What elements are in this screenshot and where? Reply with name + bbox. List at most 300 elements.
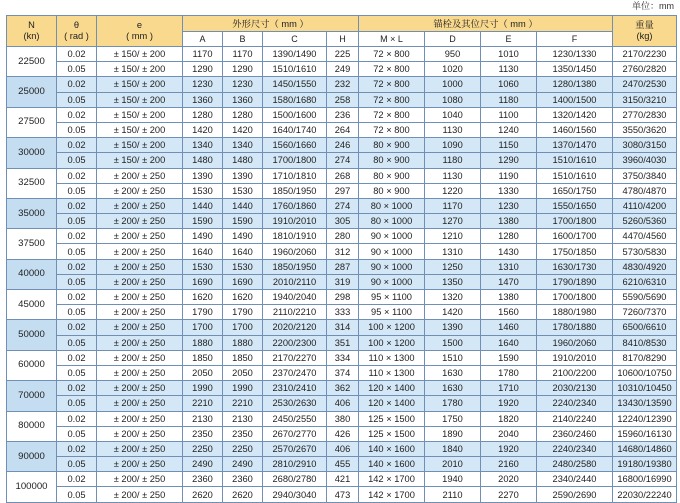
cell-d: 1420 [425, 305, 481, 320]
cell-c: 1960/2060 [263, 244, 327, 259]
cell-d: 1350 [425, 274, 481, 289]
cell-a: 1590 [183, 214, 223, 229]
cell-c: 2940/3040 [263, 487, 327, 502]
cell-d: 1090 [425, 138, 481, 153]
cell-b: 1480 [223, 153, 263, 168]
cell-e2: 1460 [481, 320, 537, 335]
cell-c: 1390/1490 [263, 47, 327, 62]
cell-h: 406 [327, 396, 359, 411]
table-row [7, 153, 677, 168]
cell-w: 3550/3620 [613, 122, 677, 137]
cell-mxl: 90 × 1000 [359, 259, 425, 274]
cell-c: 1580/1680 [263, 92, 327, 107]
cell-theta: 0.02 [57, 411, 97, 426]
cell-a: 1990 [183, 381, 223, 396]
cell-theta: 0.02 [57, 259, 97, 274]
cell-e: ± 200/ ± 250 [97, 472, 183, 487]
cell-a: 1230 [183, 77, 223, 92]
cell-e2: 1230 [481, 198, 537, 213]
cell-d: 1940 [425, 472, 481, 487]
cell-a: 2130 [183, 411, 223, 426]
cell-b: 1620 [223, 290, 263, 305]
cell-c: 1850/1950 [263, 259, 327, 274]
cell-mxl: 125 × 1500 [359, 411, 425, 426]
cell-c: 2680/2780 [263, 472, 327, 487]
cell-n: 100000 [7, 472, 57, 502]
cell-n: 27500 [7, 107, 57, 137]
cell-theta: 0.05 [57, 426, 97, 441]
cell-a: 1440 [183, 198, 223, 213]
cell-b: 2130 [223, 411, 263, 426]
cell-f: 1460/1560 [537, 122, 613, 137]
cell-mxl: 72 × 800 [359, 47, 425, 62]
cell-d: 1130 [425, 122, 481, 137]
table-row [7, 183, 677, 198]
table-row [7, 244, 677, 259]
cell-mxl: 80 × 900 [359, 138, 425, 153]
cell-c: 1850/1950 [263, 183, 327, 198]
cell-d: 1000 [425, 77, 481, 92]
cell-b: 1340 [223, 138, 263, 153]
cell-e2: 2160 [481, 457, 537, 472]
cell-w: 8170/8290 [613, 350, 677, 365]
cell-c: 1710/1810 [263, 168, 327, 183]
cell-f: 1630/1730 [537, 259, 613, 274]
cell-a: 1790 [183, 305, 223, 320]
cell-w: 4470/4560 [613, 229, 677, 244]
cell-d: 1750 [425, 411, 481, 426]
cell-n: 80000 [7, 411, 57, 441]
table-row [7, 396, 677, 411]
cell-b: 1700 [223, 320, 263, 335]
cell-a: 1420 [183, 122, 223, 137]
cell-h: 314 [327, 320, 359, 335]
cell-mxl: 72 × 800 [359, 77, 425, 92]
cell-b: 1290 [223, 62, 263, 77]
cell-e2: 1430 [481, 244, 537, 259]
cell-a: 1690 [183, 274, 223, 289]
cell-e2: 1180 [481, 92, 537, 107]
header-b: B [223, 32, 263, 47]
cell-a: 1530 [183, 183, 223, 198]
cell-mxl: 72 × 800 [359, 62, 425, 77]
cell-a: 2250 [183, 441, 223, 456]
cell-b: 1990 [223, 381, 263, 396]
cell-e: ± 200/ ± 250 [97, 305, 183, 320]
cell-theta: 0.02 [57, 168, 97, 183]
cell-h: 362 [327, 381, 359, 396]
cell-mxl: 80 × 900 [359, 183, 425, 198]
spec-table [6, 15, 677, 503]
cell-c: 2170/2270 [263, 350, 327, 365]
cell-h: 258 [327, 92, 359, 107]
cell-e: ± 200/ ± 250 [97, 487, 183, 502]
cell-theta: 0.02 [57, 107, 97, 122]
cell-a: 1280 [183, 107, 223, 122]
cell-w: 10310/10450 [613, 381, 677, 396]
table-row [7, 214, 677, 229]
cell-e: ± 200/ ± 250 [97, 244, 183, 259]
table-row [7, 426, 677, 441]
cell-w: 3150/3210 [613, 92, 677, 107]
cell-n: 22500 [7, 47, 57, 77]
cell-e2: 1640 [481, 335, 537, 350]
cell-e: ± 200/ ± 250 [97, 198, 183, 213]
cell-d: 1220 [425, 183, 481, 198]
cell-n: 25000 [7, 77, 57, 107]
cell-w: 6500/6610 [613, 320, 677, 335]
cell-f: 2240/2340 [537, 396, 613, 411]
cell-f: 1600/1700 [537, 229, 613, 244]
cell-mxl: 90 × 1000 [359, 244, 425, 259]
cell-e2: 1590 [481, 350, 537, 365]
cell-w: 10600/10750 [613, 365, 677, 380]
cell-d: 1170 [425, 198, 481, 213]
cell-theta: 0.02 [57, 229, 97, 244]
cell-w: 22030/22240 [613, 487, 677, 502]
table-row [7, 441, 677, 456]
cell-c: 2450/2550 [263, 411, 327, 426]
header-h: H [327, 32, 359, 47]
table-row [7, 47, 677, 62]
cell-mxl: 110 × 1300 [359, 350, 425, 365]
cell-e: ± 200/ ± 250 [97, 350, 183, 365]
cell-e: ± 200/ ± 250 [97, 441, 183, 456]
cell-e: ± 200/ ± 250 [97, 335, 183, 350]
cell-a: 1360 [183, 92, 223, 107]
cell-f: 2340/2440 [537, 472, 613, 487]
cell-b: 1420 [223, 122, 263, 137]
cell-b: 1170 [223, 47, 263, 62]
cell-e: ± 200/ ± 250 [97, 259, 183, 274]
cell-e2: 2040 [481, 426, 537, 441]
cell-h: 334 [327, 350, 359, 365]
header-a: A [183, 32, 223, 47]
cell-theta: 0.02 [57, 320, 97, 335]
cell-mxl: 100 × 1200 [359, 320, 425, 335]
table-row [7, 381, 677, 396]
cell-e2: 1470 [481, 274, 537, 289]
table-row [7, 457, 677, 472]
cell-e: ± 200/ ± 250 [97, 214, 183, 229]
cell-b: 1640 [223, 244, 263, 259]
cell-e: ± 200/ ± 250 [97, 320, 183, 335]
header-weight-label: 重量 [635, 20, 654, 30]
cell-a: 1390 [183, 168, 223, 183]
table-row [7, 350, 677, 365]
cell-d: 1040 [425, 107, 481, 122]
cell-e2: 1190 [481, 168, 537, 183]
cell-d: 1840 [425, 441, 481, 456]
cell-theta: 0.05 [57, 92, 97, 107]
cell-e: ± 150/ ± 200 [97, 153, 183, 168]
cell-mxl: 90 × 1000 [359, 274, 425, 289]
cell-e2: 1560 [481, 305, 537, 320]
cell-theta: 0.02 [57, 441, 97, 456]
cell-f: 2030/2130 [537, 381, 613, 396]
cell-c: 2530/2630 [263, 396, 327, 411]
table-row [7, 320, 677, 335]
cell-w: 2760/2820 [613, 62, 677, 77]
cell-e2: 1310 [481, 259, 537, 274]
cell-mxl: 100 × 1200 [359, 335, 425, 350]
cell-mxl: 72 × 800 [359, 92, 425, 107]
cell-e2: 1920 [481, 441, 537, 456]
table-row [7, 290, 677, 305]
cell-theta: 0.02 [57, 381, 97, 396]
header-theta-symbol: θ [73, 20, 80, 30]
cell-a: 2360 [183, 472, 223, 487]
cell-w: 6210/6310 [613, 274, 677, 289]
cell-mxl: 125 × 1500 [359, 426, 425, 441]
cell-h: 380 [327, 411, 359, 426]
cell-d: 1390 [425, 320, 481, 335]
cell-h: 312 [327, 244, 359, 259]
header-e2: E [481, 32, 537, 47]
header-e-symbol: e [136, 20, 143, 30]
cell-theta: 0.05 [57, 305, 97, 320]
cell-b: 1440 [223, 198, 263, 213]
cell-h: 374 [327, 365, 359, 380]
cell-b: 2250 [223, 441, 263, 456]
cell-theta: 0.02 [57, 138, 97, 153]
cell-w: 7260/7370 [613, 305, 677, 320]
table-row [7, 107, 677, 122]
header-weight [613, 16, 677, 47]
cell-c: 1810/1910 [263, 229, 327, 244]
cell-theta: 0.05 [57, 214, 97, 229]
cell-mxl: 142 × 1700 [359, 487, 425, 502]
cell-c: 1700/1800 [263, 153, 327, 168]
table-row [7, 198, 677, 213]
cell-c: 1940/2040 [263, 290, 327, 305]
cell-b: 1690 [223, 274, 263, 289]
cell-e: ± 200/ ± 250 [97, 457, 183, 472]
cell-h: 297 [327, 183, 359, 198]
cell-e2: 1290 [481, 153, 537, 168]
cell-f: 2590/2690 [537, 487, 613, 502]
cell-c: 1500/1600 [263, 107, 327, 122]
cell-f: 1780/1880 [537, 320, 613, 335]
cell-c: 1760/1860 [263, 198, 327, 213]
table-row [7, 472, 677, 487]
cell-h: 305 [327, 214, 359, 229]
cell-d: 1020 [425, 62, 481, 77]
cell-theta: 0.05 [57, 122, 97, 137]
cell-e: ± 200/ ± 250 [97, 229, 183, 244]
table-row [7, 487, 677, 502]
cell-d: 2010 [425, 457, 481, 472]
cell-f: 2480/2580 [537, 457, 613, 472]
cell-mxl: 95 × 1100 [359, 290, 425, 305]
cell-a: 1880 [183, 335, 223, 350]
cell-a: 1640 [183, 244, 223, 259]
cell-e: ± 200/ ± 250 [97, 426, 183, 441]
cell-b: 2360 [223, 472, 263, 487]
cell-w: 16800/16990 [613, 472, 677, 487]
cell-a: 1490 [183, 229, 223, 244]
cell-e: ± 150/ ± 200 [97, 47, 183, 62]
cell-a: 1480 [183, 153, 223, 168]
cell-e2: 1710 [481, 381, 537, 396]
cell-b: 2350 [223, 426, 263, 441]
cell-theta: 0.05 [57, 457, 97, 472]
cell-theta: 0.02 [57, 472, 97, 487]
cell-w: 5260/5360 [613, 214, 677, 229]
header-n-unit: (kn) [23, 31, 40, 41]
cell-b: 2210 [223, 396, 263, 411]
cell-e2: 1100 [481, 107, 537, 122]
cell-n: 60000 [7, 350, 57, 380]
cell-c: 2010/2110 [263, 274, 327, 289]
cell-h: 319 [327, 274, 359, 289]
cell-h: 298 [327, 290, 359, 305]
cell-a: 1850 [183, 350, 223, 365]
cell-w: 3750/3840 [613, 168, 677, 183]
table-row [7, 411, 677, 426]
cell-e2: 2020 [481, 472, 537, 487]
cell-d: 1320 [425, 290, 481, 305]
cell-e: ± 200/ ± 250 [97, 411, 183, 426]
cell-a: 1170 [183, 47, 223, 62]
cell-e: ± 150/ ± 200 [97, 122, 183, 137]
cell-d: 1500 [425, 335, 481, 350]
cell-f: 1510/1610 [537, 153, 613, 168]
cell-e2: 1060 [481, 77, 537, 92]
cell-w: 3960/4030 [613, 153, 677, 168]
cell-theta: 0.05 [57, 153, 97, 168]
cell-f: 1510/1610 [537, 168, 613, 183]
cell-h: 232 [327, 77, 359, 92]
cell-f: 1700/1800 [537, 214, 613, 229]
cell-theta: 0.02 [57, 47, 97, 62]
cell-f: 2140/2240 [537, 411, 613, 426]
cell-n: 40000 [7, 259, 57, 289]
cell-w: 15960/16130 [613, 426, 677, 441]
cell-h: 264 [327, 122, 359, 137]
cell-h: 426 [327, 426, 359, 441]
cell-b: 1530 [223, 259, 263, 274]
cell-c: 2110/2210 [263, 305, 327, 320]
cell-a: 2210 [183, 396, 223, 411]
cell-d: 950 [425, 47, 481, 62]
cell-h: 421 [327, 472, 359, 487]
cell-d: 1270 [425, 214, 481, 229]
cell-a: 2620 [183, 487, 223, 502]
header-e [97, 16, 183, 47]
cell-e: ± 200/ ± 250 [97, 290, 183, 305]
cell-f: 1280/1380 [537, 77, 613, 92]
cell-c: 2370/2470 [263, 365, 327, 380]
cell-c: 1510/1610 [263, 62, 327, 77]
cell-b: 1850 [223, 350, 263, 365]
cell-e: ± 200/ ± 250 [97, 396, 183, 411]
cell-w: 13430/13590 [613, 396, 677, 411]
cell-e: ± 150/ ± 200 [97, 77, 183, 92]
cell-c: 1640/1740 [263, 122, 327, 137]
table-body [7, 47, 677, 503]
cell-w: 4110/4200 [613, 198, 677, 213]
cell-n: 50000 [7, 320, 57, 350]
table-row [7, 274, 677, 289]
cell-e2: 2270 [481, 487, 537, 502]
cell-e: ± 200/ ± 250 [97, 183, 183, 198]
header-dims-group: 外形尺寸（ mm ） [183, 16, 359, 32]
table-row [7, 168, 677, 183]
table-row [7, 259, 677, 274]
cell-b: 1230 [223, 77, 263, 92]
cell-b: 1530 [223, 183, 263, 198]
table-row [7, 305, 677, 320]
cell-e2: 1280 [481, 229, 537, 244]
cell-mxl: 80 × 1000 [359, 198, 425, 213]
cell-d: 1630 [425, 381, 481, 396]
cell-b: 2620 [223, 487, 263, 502]
header-n-symbol: N [28, 20, 35, 30]
cell-e2: 1150 [481, 138, 537, 153]
cell-a: 2490 [183, 457, 223, 472]
cell-e: ± 200/ ± 250 [97, 381, 183, 396]
cell-e2: 1380 [481, 290, 537, 305]
cell-b: 2050 [223, 365, 263, 380]
cell-f: 2360/2460 [537, 426, 613, 441]
cell-e2: 1130 [481, 62, 537, 77]
cell-b: 1880 [223, 335, 263, 350]
cell-f: 2100/2200 [537, 365, 613, 380]
cell-mxl: 80 × 900 [359, 153, 425, 168]
cell-a: 1530 [183, 259, 223, 274]
cell-theta: 0.02 [57, 77, 97, 92]
cell-d: 2110 [425, 487, 481, 502]
table-row [7, 92, 677, 107]
cell-c: 2310/2410 [263, 381, 327, 396]
cell-mxl: 120 × 1400 [359, 381, 425, 396]
cell-f: 1400/1500 [537, 92, 613, 107]
cell-e: ± 150/ ± 200 [97, 138, 183, 153]
cell-e: ± 200/ ± 250 [97, 168, 183, 183]
cell-h: 249 [327, 62, 359, 77]
cell-b: 1790 [223, 305, 263, 320]
cell-n: 30000 [7, 138, 57, 168]
cell-a: 1340 [183, 138, 223, 153]
cell-c: 1560/1660 [263, 138, 327, 153]
cell-mxl: 110 × 1300 [359, 365, 425, 380]
cell-mxl: 120 × 1400 [359, 396, 425, 411]
unit-label: 单位：mm [632, 1, 674, 11]
cell-mxl: 72 × 800 [359, 122, 425, 137]
cell-h: 225 [327, 47, 359, 62]
table-row [7, 365, 677, 380]
cell-d: 1250 [425, 259, 481, 274]
cell-e2: 1010 [481, 47, 537, 62]
cell-mxl: 140 × 1600 [359, 457, 425, 472]
cell-h: 406 [327, 441, 359, 456]
cell-h: 455 [327, 457, 359, 472]
cell-d: 1630 [425, 365, 481, 380]
cell-e: ± 200/ ± 250 [97, 274, 183, 289]
cell-e2: 1920 [481, 396, 537, 411]
cell-mxl: 140 × 1600 [359, 441, 425, 456]
cell-n: 32500 [7, 168, 57, 198]
cell-d: 1890 [425, 426, 481, 441]
cell-c: 1910/2010 [263, 214, 327, 229]
cell-f: 1700/1800 [537, 290, 613, 305]
header-n [7, 16, 57, 47]
cell-f: 1370/1470 [537, 138, 613, 153]
cell-b: 2490 [223, 457, 263, 472]
cell-h: 473 [327, 487, 359, 502]
cell-f: 1880/1980 [537, 305, 613, 320]
